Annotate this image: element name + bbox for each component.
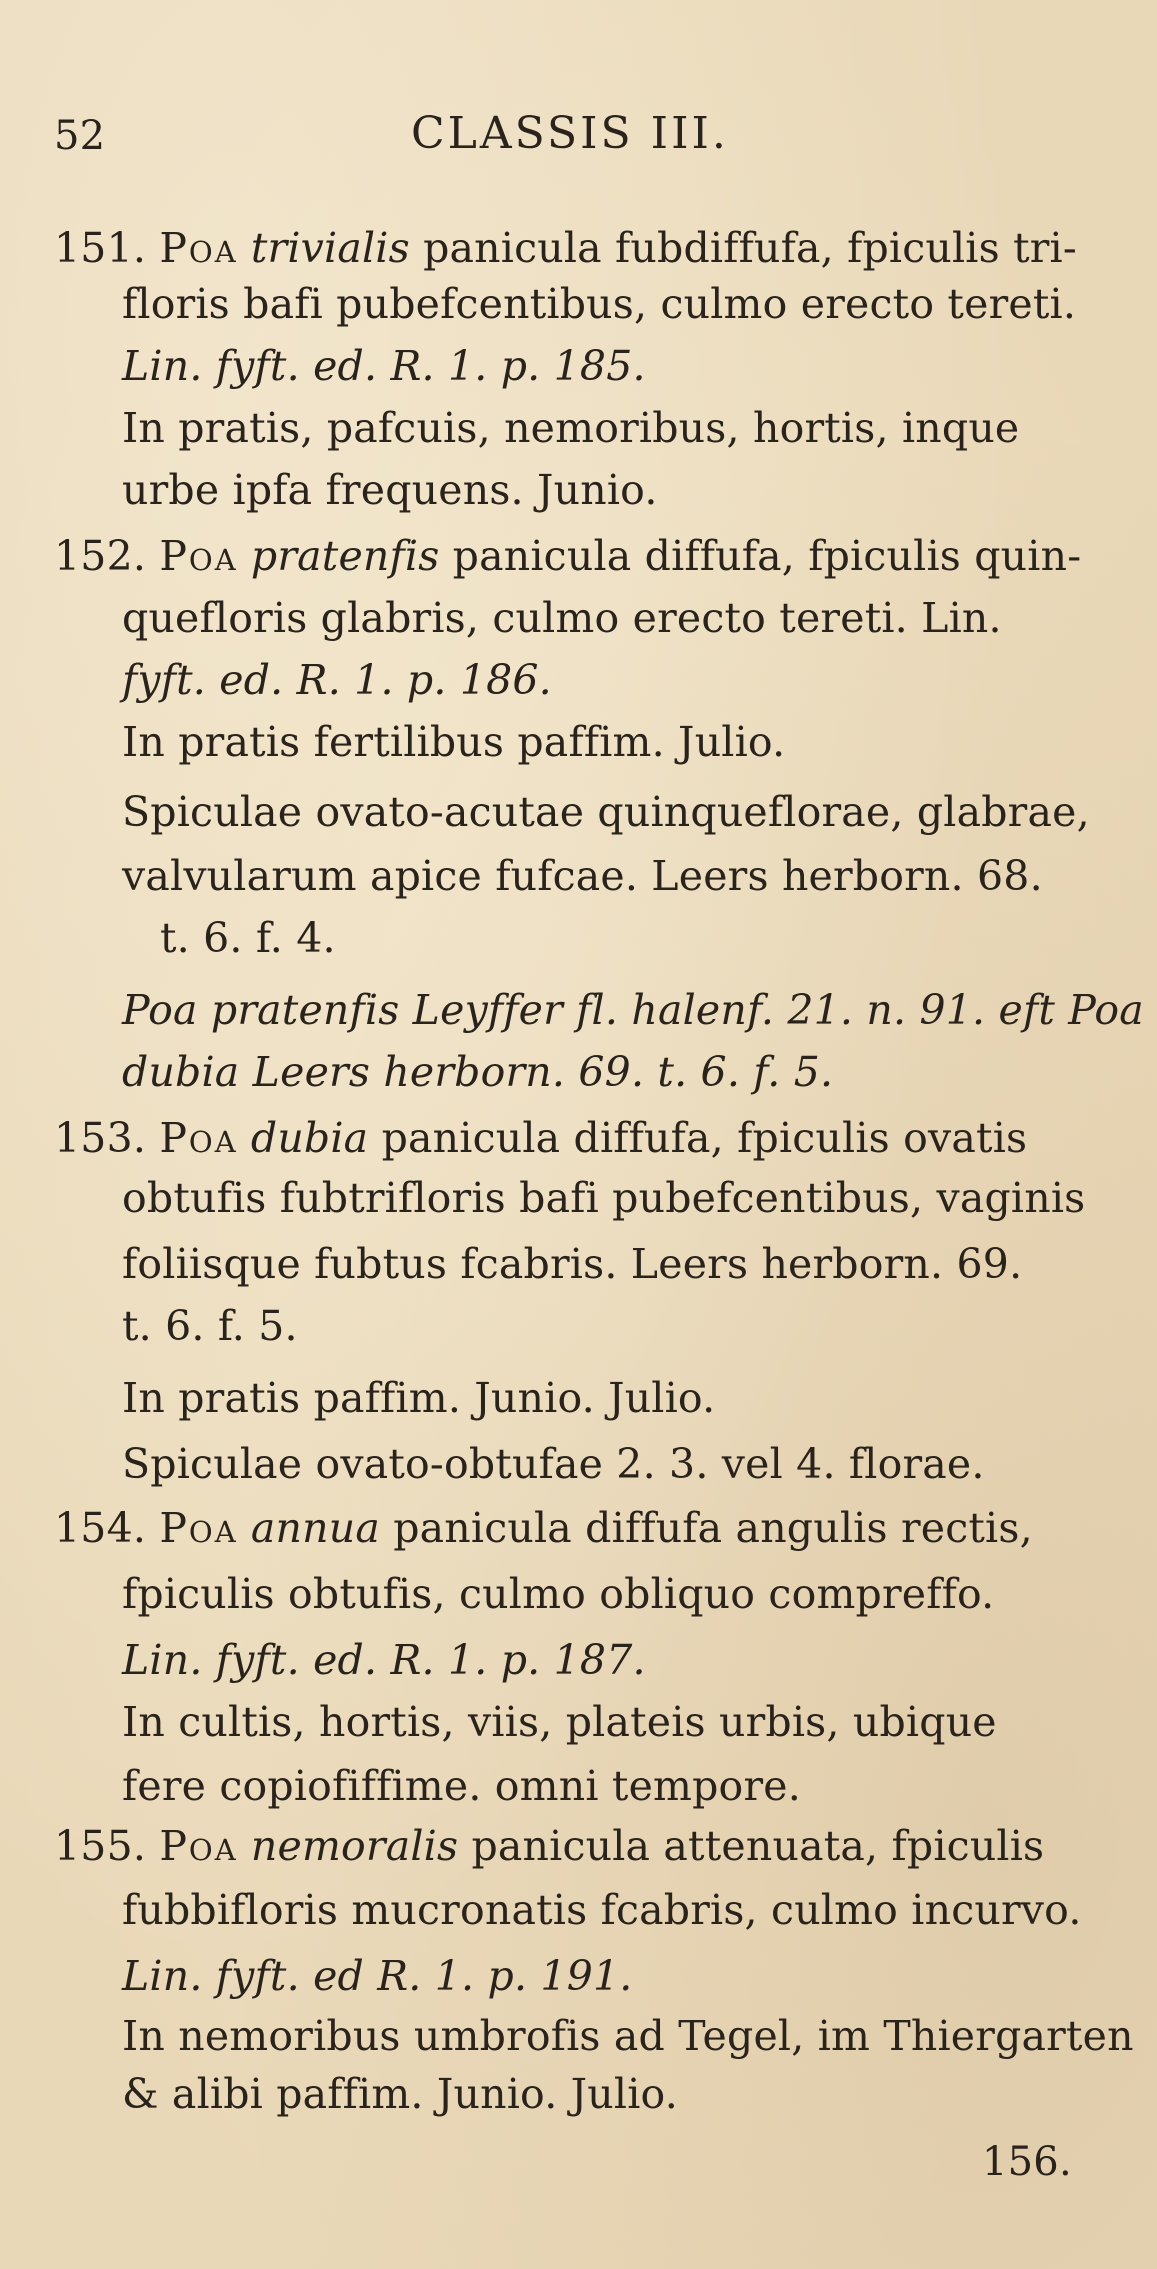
entry-153-first-line [54, 1112, 1027, 1164]
entry-152-first-line [54, 530, 1081, 582]
genus-name: Poa [159, 1504, 238, 1552]
description-text: panicula diffufa, fpiculis quin- [452, 532, 1082, 580]
citation-line: Lin. fyft. ed. R. 1. p. 187. [122, 1636, 646, 1684]
citation-line: fyft. ed. R. 1. p. 186. [122, 656, 552, 704]
page-header-title: CLASSIS III. [411, 108, 729, 159]
entry-line: quefloris glabris, culmo erecto tereti. Lin. [122, 594, 1002, 642]
note-line: dubia Leers herborn. 69. t. 6. f. 5. [122, 1048, 834, 1096]
description-text: panicula attenuata, fpiculis [471, 1822, 1045, 1870]
entry-line: fubbifloris mucronatis fcabris, culmo incurvo. [122, 1886, 1082, 1934]
page-number: 52 [54, 113, 106, 159]
description-text: panicula diffufa angulis rectis, [393, 1504, 1033, 1552]
catchword: 156. [982, 2139, 1072, 2185]
species-name: trivialis [250, 224, 410, 272]
entry-155-first-line [54, 1820, 1044, 1872]
entry-number: 151. [54, 224, 147, 272]
note-line: Poa pratenfis Leyffer fl. halenf. 21. n. 91. eft Poa [122, 986, 1144, 1034]
description-text: panicula fubdiffufa, fpiculis tri- [423, 224, 1077, 272]
note-line: Spiculae ovato-acutae quinqueflorae, glabrae, [122, 788, 1090, 836]
entry-number: 152. [54, 532, 147, 580]
citation-line: Lin. fyft. ed. R. 1. p. 185. [122, 342, 646, 390]
habitat-line: In nemoribus umbrofis ad Tegel, im Thiergarten [122, 2012, 1134, 2060]
species-name: nemoralis [250, 1822, 459, 1870]
entry-line: floris bafi pubefcentibus, culmo erecto tereti. [122, 280, 1077, 328]
habitat-line: urbe ipfa frequens. Junio. [122, 466, 658, 514]
entry-line: obtufis fubtrifloris bafi pubefcentibus, vaginis [122, 1174, 1086, 1222]
entry-line: t. 6. f. 5. [122, 1302, 298, 1350]
genus-name: Poa [159, 532, 238, 580]
genus-name: Poa [159, 224, 238, 272]
habitat-line: & alibi paffim. Junio. Julio. [122, 2070, 678, 2118]
entry-154-first-line [54, 1502, 1033, 1554]
habitat-line: fere copiofiffime. omni tempore. [122, 1762, 801, 1810]
entry-151-first-line [54, 222, 1077, 274]
note-line: Spiculae ovato-obtufae 2. 3. vel 4. florae. [122, 1440, 985, 1488]
habitat-line: In pratis, pafcuis, nemoribus, hortis, inque [122, 404, 1020, 452]
genus-name: Poa [159, 1822, 238, 1870]
entry-line: foliisque fubtus fcabris. Leers herborn. 69. [122, 1240, 1023, 1288]
description-text: panicula diffufa, fpiculis ovatis [381, 1114, 1028, 1162]
entry-number: 155. [54, 1822, 147, 1870]
habitat-line: In cultis, hortis, viis, plateis urbis, ubique [122, 1698, 997, 1746]
habitat-line: In pratis fertilibus paffim. Julio. [122, 718, 786, 766]
note-line: t. 6. f. 4. [160, 914, 336, 962]
entry-line: fpiculis obtufis, culmo obliquo compreffo. [122, 1570, 995, 1618]
entry-number: 154. [54, 1504, 147, 1552]
note-line: valvularum apice fufcae. Leers herborn. 68. [122, 852, 1043, 900]
species-name: pratenfis [250, 532, 440, 580]
habitat-line: In pratis paffim. Junio. Julio. [122, 1374, 716, 1422]
species-name: annua [250, 1504, 380, 1552]
species-name: dubia [250, 1114, 369, 1162]
genus-name: Poa [159, 1114, 238, 1162]
citation-line: Lin. fyft. ed R. 1. p. 191. [122, 1952, 633, 2000]
entry-number: 153. [54, 1114, 147, 1162]
